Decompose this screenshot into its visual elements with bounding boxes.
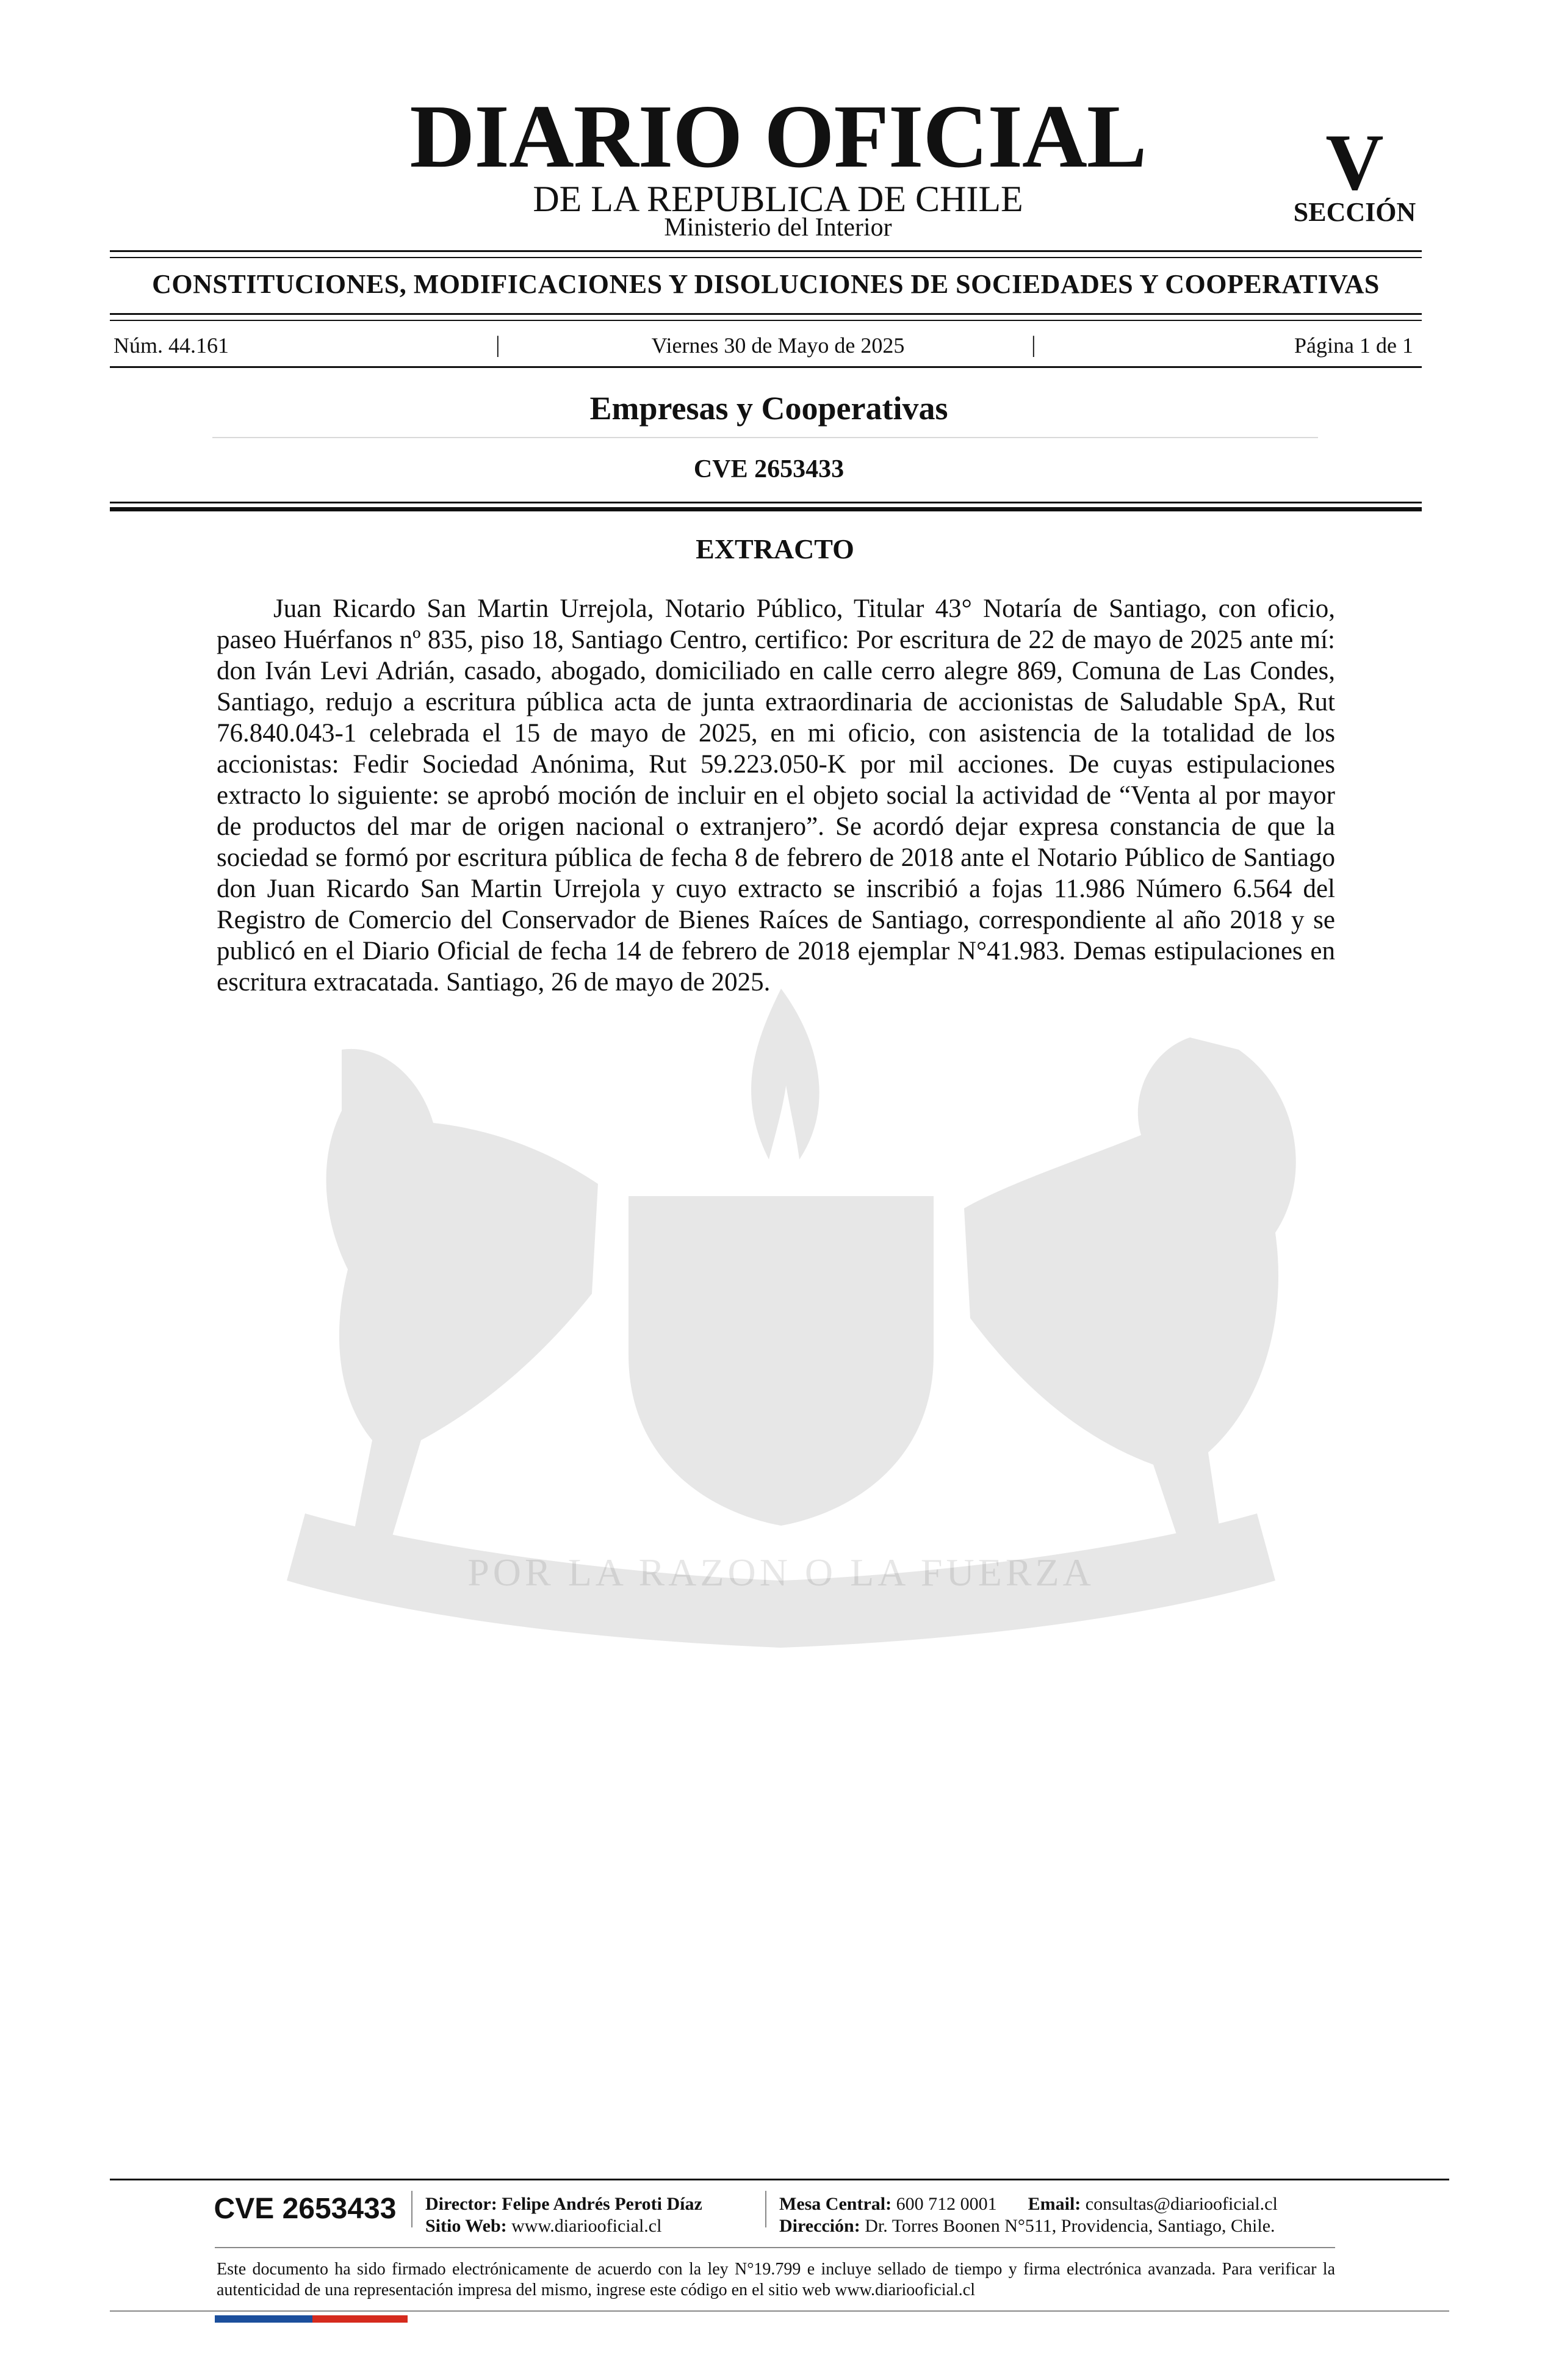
document-rule-bottom bbox=[110, 507, 1422, 511]
category-rule-bottom bbox=[110, 320, 1422, 321]
issue-rule bbox=[110, 366, 1422, 368]
footer-note: Este documento ha sido firmado electrónicamente de acuerdo con la ley N°19.799 e incluye sellado de tiempo y firma electrónica avanzada. Para verificar la autenticidad de una representación impresa del mismo, ingrese este código en el sitio web www.diariooficial.cl bbox=[217, 2260, 1335, 2299]
issue-page-count: Página 1 de 1 bbox=[1294, 333, 1413, 358]
footer-divider bbox=[411, 2191, 412, 2227]
footer-contact bbox=[779, 2195, 1278, 2213]
footer-website bbox=[425, 2217, 661, 2235]
document-rule-top bbox=[110, 502, 1422, 503]
footer-rule-bottom bbox=[110, 2310, 1449, 2312]
masthead-rule-top bbox=[110, 250, 1422, 252]
section-letter: V bbox=[1325, 117, 1384, 207]
masthead-subtitle: DE LA REPUBLICA DE CHILE bbox=[533, 179, 1023, 219]
cve-code: CVE 2653433 bbox=[693, 455, 845, 483]
flag-stripe-red bbox=[312, 2315, 408, 2323]
footer-cve-code: CVE 2653433 bbox=[214, 2193, 397, 2225]
phone-value: 600 712 0001 bbox=[896, 2194, 997, 2214]
section-label: SECCIÓN bbox=[1293, 197, 1416, 227]
email-label: Email: bbox=[1028, 2194, 1081, 2214]
website-label: Sitio Web: bbox=[425, 2216, 507, 2236]
category-rule-top bbox=[110, 313, 1422, 315]
footer-divider bbox=[765, 2191, 766, 2227]
issue-separator: | bbox=[495, 332, 500, 358]
address-value: Dr. Torres Boonen N°511, Providencia, Santiago, Chile. bbox=[865, 2216, 1275, 2236]
flag-stripe-blue bbox=[215, 2315, 312, 2323]
masthead-rule-bottom bbox=[110, 257, 1422, 258]
watermark-motto: POR LA RAZON O LA FUERZA bbox=[467, 1551, 1095, 1594]
director-value: Felipe Andrés Peroti Díaz bbox=[502, 2194, 702, 2214]
section-name: Empresas y Cooperativas bbox=[589, 390, 948, 427]
phone-label: Mesa Central: bbox=[779, 2194, 892, 2214]
masthead-title: DIARIO OFICIAL bbox=[409, 87, 1147, 187]
footer-rule-middle bbox=[215, 2247, 1335, 2248]
website-link[interactable]: www.diariooficial.cl bbox=[511, 2216, 662, 2236]
issue-number: Núm. 44.161 bbox=[113, 333, 229, 358]
address-label: Dirección: bbox=[779, 2216, 860, 2236]
document-body: Juan Ricardo San Martin Urrejola, Notario Público, Titular 43° Notaría de Santiago, con oficio, paseo Huérfanos nº 835, piso 18, Santiago Centro, certifico: Por escritura de 22 de mayo de 2025 ante mí: don Iván Levi Adrián, casado, abogado, domiciliado en calle cerro alegre 869, Comuna de Las Condes, Santiago, redujo a escritura pública acta de junta extraordinaria de accionistas de Saludable SpA, Rut 76.840.043-1 celebrada el 15 de mayo de 2025, en mi oficio, con asistencia de la totalidad de los accionistas: Fedir Sociedad Anónima, Rut 59.223.050-K por mil acciones. De cuyas estipulaciones extracto lo siguiente: se aprobó moción de incluir en el objeto social la actividad de “Venta al por mayor de productos del mar de origen nacional o extranjero”. Se acordó dejar expresa constancia de que la sociedad se formó por escritura pública de fecha 8 de febrero de 2018 ante el Notario Público de Santiago don Juan Ricardo San Martin Urrejola y cuyo extracto se inscribió a fojas 11.986 Número 6.564 del Registro de Comercio del Conservador de Bienes Raíces de Santiago, correspondiente al año 2018 y se publicó en el Diario Oficial de fecha 14 de febrero de 2018 ejemplar N°41.983. Demas estipulaciones en escritura extracatada. Santiago, 26 de mayo de 2025. bbox=[217, 594, 1335, 997]
footer-rule-top bbox=[110, 2179, 1449, 2180]
footer-director bbox=[425, 2195, 702, 2213]
email-link[interactable]: consultas@diariooficial.cl bbox=[1085, 2194, 1278, 2214]
section-divider bbox=[212, 437, 1318, 438]
director-label: Director: bbox=[425, 2194, 497, 2214]
masthead-ministry: Ministerio del Interior bbox=[664, 214, 892, 242]
issue-date: Viernes 30 de Mayo de 2025 bbox=[651, 333, 905, 358]
issue-separator: | bbox=[1031, 332, 1036, 358]
footer-address bbox=[779, 2217, 1275, 2235]
category-heading: CONSTITUCIONES, MODIFICACIONES Y DISOLUCIONES DE SOCIEDADES Y COOPERATIVAS bbox=[152, 269, 1380, 299]
document-title: EXTRACTO bbox=[696, 533, 854, 564]
